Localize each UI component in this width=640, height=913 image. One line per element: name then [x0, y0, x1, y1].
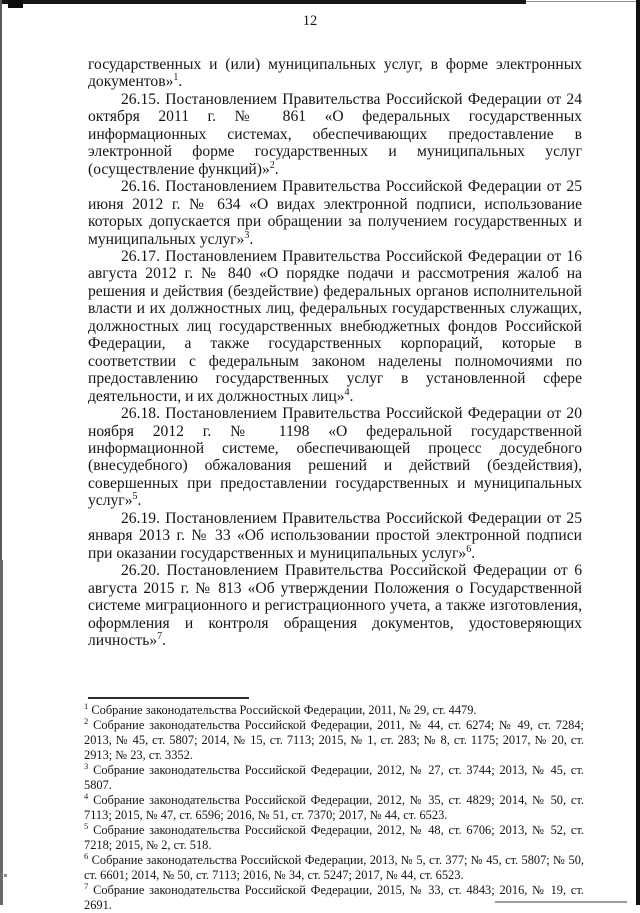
footnote-marker: 3 [84, 760, 89, 771]
footnotes-section [84, 697, 584, 913]
footnote-marker: 5 [84, 820, 89, 831]
footnote-text: Собрание законодательства Российской Федерации, 2012, № 35, ст. 4829; 2014, № 50, ст. 7113; 2015, № 47, ст. 6596; 2016, № 51, ст. 7370; 2017, № 44, ст. 6523. [84, 793, 584, 822]
paragraph-26-20 [88, 562, 582, 649]
paragraph-26-19 [88, 510, 582, 562]
scan-artifact-top-left [8, 0, 23, 8]
paragraph-tail: . [162, 631, 167, 649]
scan-edge-top [0, 0, 526, 4]
paragraph-26-15 [88, 91, 582, 178]
footnote-marker: 1 [84, 700, 89, 711]
paragraph-tail: . [274, 160, 279, 178]
scan-edge-top-thin [526, 1, 640, 2]
footnote-text: Собрание законодательства Российской Федерации, 2012, № 48, ст. 6706; 2013, № 52, ст. 7218; 2015, № 2, ст. 518. [84, 823, 584, 852]
footnote-2 [84, 715, 584, 763]
footnote-ref-3: 3 [244, 229, 250, 241]
paragraph-26-16 [88, 178, 582, 248]
paragraph-26-18 [88, 405, 582, 510]
paragraph-continuation [88, 56, 582, 91]
paragraph-tail: . [249, 230, 254, 248]
footnote-6 [84, 850, 584, 883]
paragraph-text: 26.16. Постановлением Правительства Российской Федерации от 25 июня 2012 г. № 634 «О видах электронной подписи, использование которых допускается при обращении за получением государственных и муниципальных услуг» [88, 178, 582, 248]
scan-edge-left-lower [0, 560, 3, 905]
footnote-ref-6: 6 [466, 543, 472, 555]
footnote-5 [84, 820, 584, 853]
footnote-ref-7: 7 [157, 630, 163, 642]
footnote-separator [88, 697, 249, 699]
footnote-text: Собрание законодательства Российской Федерации, 2011, № 29, ст. 4479. [91, 703, 477, 717]
footnote-text: Собрание законодательства Российской Федерации, 2013, № 5, ст. 377; № 45, ст. 5807; № 50, ст. 6601; 2014, № 50, ст. 7113; 2016, № 34, ст. 5247; 2017, № 44, ст. 6523. [84, 853, 584, 882]
paragraph-tail: . [137, 492, 142, 510]
paragraph-tail: . [178, 73, 183, 91]
paragraph-text: 26.20. Постановлением Правительства Российской Федерации от 6 августа 2015 г. № 813 «Об утверждении Положения о Государственной системе миграционного и регистрационного учета, а также изготовления, оформления и контроля обращения документов, удостоверяющих личность» [88, 562, 582, 649]
paragraph-26-17 [88, 248, 582, 405]
paragraph-text: 26.18. Постановлением Правительства Российской Федерации от 20 ноября 2012 г. № 1198 «О федеральной государственной информационной системе, обеспечивающей процесс досудебного (внесудебного) обжалования решений и действий (бездействия), совершенных при предоставлении государственных и муниципальных услуг» [88, 405, 582, 510]
footnote-marker: 2 [84, 715, 89, 726]
footnote-text: Собрание законодательства Российской Федерации, 2015, № 33, ст. 4843; 2016, № 19, ст. 2691. [84, 883, 584, 912]
paragraph-text: государственных и (или) муниципальных услуг, в форме электронных документов» [88, 56, 582, 91]
scan-speck [4, 874, 7, 877]
footnote-text: Собрание законодательства Российской Федерации, 2012, № 27, ст. 3744; 2013, № 45, ст. 5807. [84, 763, 584, 792]
footnote-ref-2: 2 [269, 159, 275, 171]
document-body [88, 56, 582, 649]
footnote-ref-4: 4 [344, 386, 350, 398]
footnote-ref-5: 5 [132, 491, 138, 503]
scan-edge-right [636, 0, 640, 905]
footnote-3 [84, 760, 584, 793]
footnote-text: Собрание законодательства Российской Федерации, 2011, № 44, ст. 6274; № 49, ст. 7284; 2013, № 45, ст. 5807; 2014, № 15, ст. 7113; 2015, № 1, ст. 283; № 8, ст. 1175; 2017, № 20, ст. 2913; № 23, ст. 3352. [84, 718, 584, 762]
footnote-ref-1: 1 [173, 72, 179, 84]
paragraph-text: 26.19. Постановлением Правительства Российской Федерации от 25 января 2013 г. № 33 «Об использовании простой электронной подписи при оказании государственных и муниципальных услуг» [88, 509, 582, 562]
paragraph-text: 26.17. Постановлением Правительства Российской Федерации от 16 августа 2012 г. № 840 «О порядке подачи и рассмотрения жалоб на решения и действия (бездействие) федеральных органов исполнительной власти и их должностных лиц, федеральных государственных служащих, должностных лиц государственных внебюджетных фондов Российской Федерации, а также государственных корпораций, которые в соответствии с федеральным законом наделены полномочиями по предоставлению государственных услуг в установленной сфере деятельности, и их должностных лиц» [88, 247, 582, 405]
footnote-marker: 6 [84, 850, 89, 861]
footnote-marker: 4 [84, 790, 89, 801]
paragraph-tail: . [349, 387, 354, 405]
footnote-1 [84, 700, 584, 718]
footnote-4 [84, 790, 584, 823]
footnote-marker: 7 [84, 880, 89, 891]
paragraph-text: 26.15. Постановлением Правительства Российской Федерации от 24 октября 2011 г. № 861 «О федеральных государственных информационных системах, обеспечивающих предоставление в электронной форме государственных и муниципальных услуг (осуществление функций)» [88, 90, 582, 178]
page-number: 12 [302, 13, 318, 29]
paragraph-tail: . [471, 544, 476, 562]
footnote-7 [84, 880, 584, 913]
